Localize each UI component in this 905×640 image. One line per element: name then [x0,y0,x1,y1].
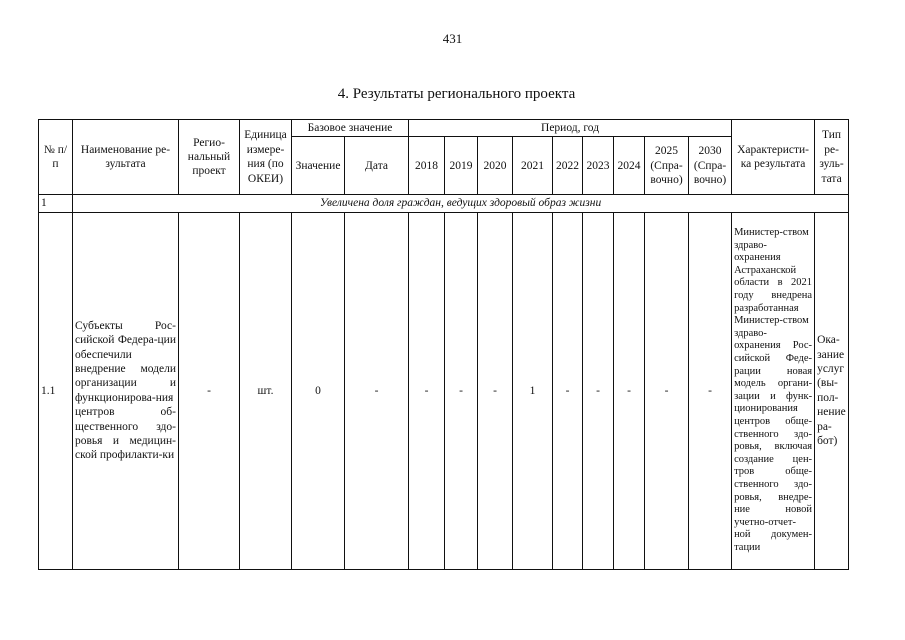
header-year: 2021 [513,137,553,195]
header-year: 2025 (Спра-вочно) [645,137,689,195]
row-characteristic: Министер-ством здраво-охранения Астраханской области в 2021 году внедрена разработанная Министер-ством здраво-охранения Рос-сийской Феде-рации новая модель органи-зации и функ-ционирования центров обще-ственного здо-ровья, включая создание цен-тров обще-ственного здо-ровья, внедре-ние новой учетно-отчет-ной докумен-тации [732,212,815,569]
section-row [39,195,849,212]
section-title: 4. Результаты регионального проекта [337,86,576,102]
header-regional-project: Регио-нальный проект [179,120,240,195]
row-regional-project: - [179,212,240,569]
header-year: 2018 [409,137,445,195]
header-characteristic: Характеристи-ка результата [732,120,815,195]
row-year-value: - [614,212,645,569]
row-name: Субъекты Рос-сийской Федера-ции обеспечили внедрение модели организации и функционирова-ния центров об-щественного здо-ровья и медицин-ской профилакти-ки [73,212,179,569]
row-year-value: - [409,212,445,569]
header-year: 2019 [445,137,478,195]
header-date: Дата [345,137,409,195]
header-year: 2030 (Спра-вочно) [689,137,732,195]
header-num: № п/п [39,120,73,195]
page-number: 431 [442,31,463,46]
row-year-value: 1 [513,212,553,569]
header-year: 2024 [614,137,645,195]
header-year: 2023 [583,137,614,195]
section-num: 1 [39,195,73,212]
header-year: 2020 [478,137,513,195]
row-unit: шт. [240,212,292,569]
row-value: 0 [292,212,345,569]
row-year-value: - [583,212,614,569]
table-row [39,212,849,569]
header-unit: Единица измере-ния (по ОКЕИ) [240,120,292,195]
header-type: Тип ре-зуль-тата [815,120,849,195]
row-year-value: - [445,212,478,569]
row-year-value: - [689,212,732,569]
header-period: Период, год [409,120,732,137]
header-base-value: Базовое значение [292,120,409,137]
section-name: Увеличена доля граждан, ведущих здоровый образ жизни [73,195,849,212]
header-name: Наименование ре-зультата [73,120,179,195]
row-year-value: - [478,212,513,569]
row-type: Ока-зание услуг (вы-пол-нение ра-бот) [815,212,849,569]
row-date: - [345,212,409,569]
row-num: 1.1 [39,212,73,569]
header-value: Значение [292,137,345,195]
header-row-1 [39,120,849,137]
header-year: 2022 [553,137,583,195]
row-year-value: - [645,212,689,569]
results-table [38,119,849,570]
row-year-value: - [553,212,583,569]
